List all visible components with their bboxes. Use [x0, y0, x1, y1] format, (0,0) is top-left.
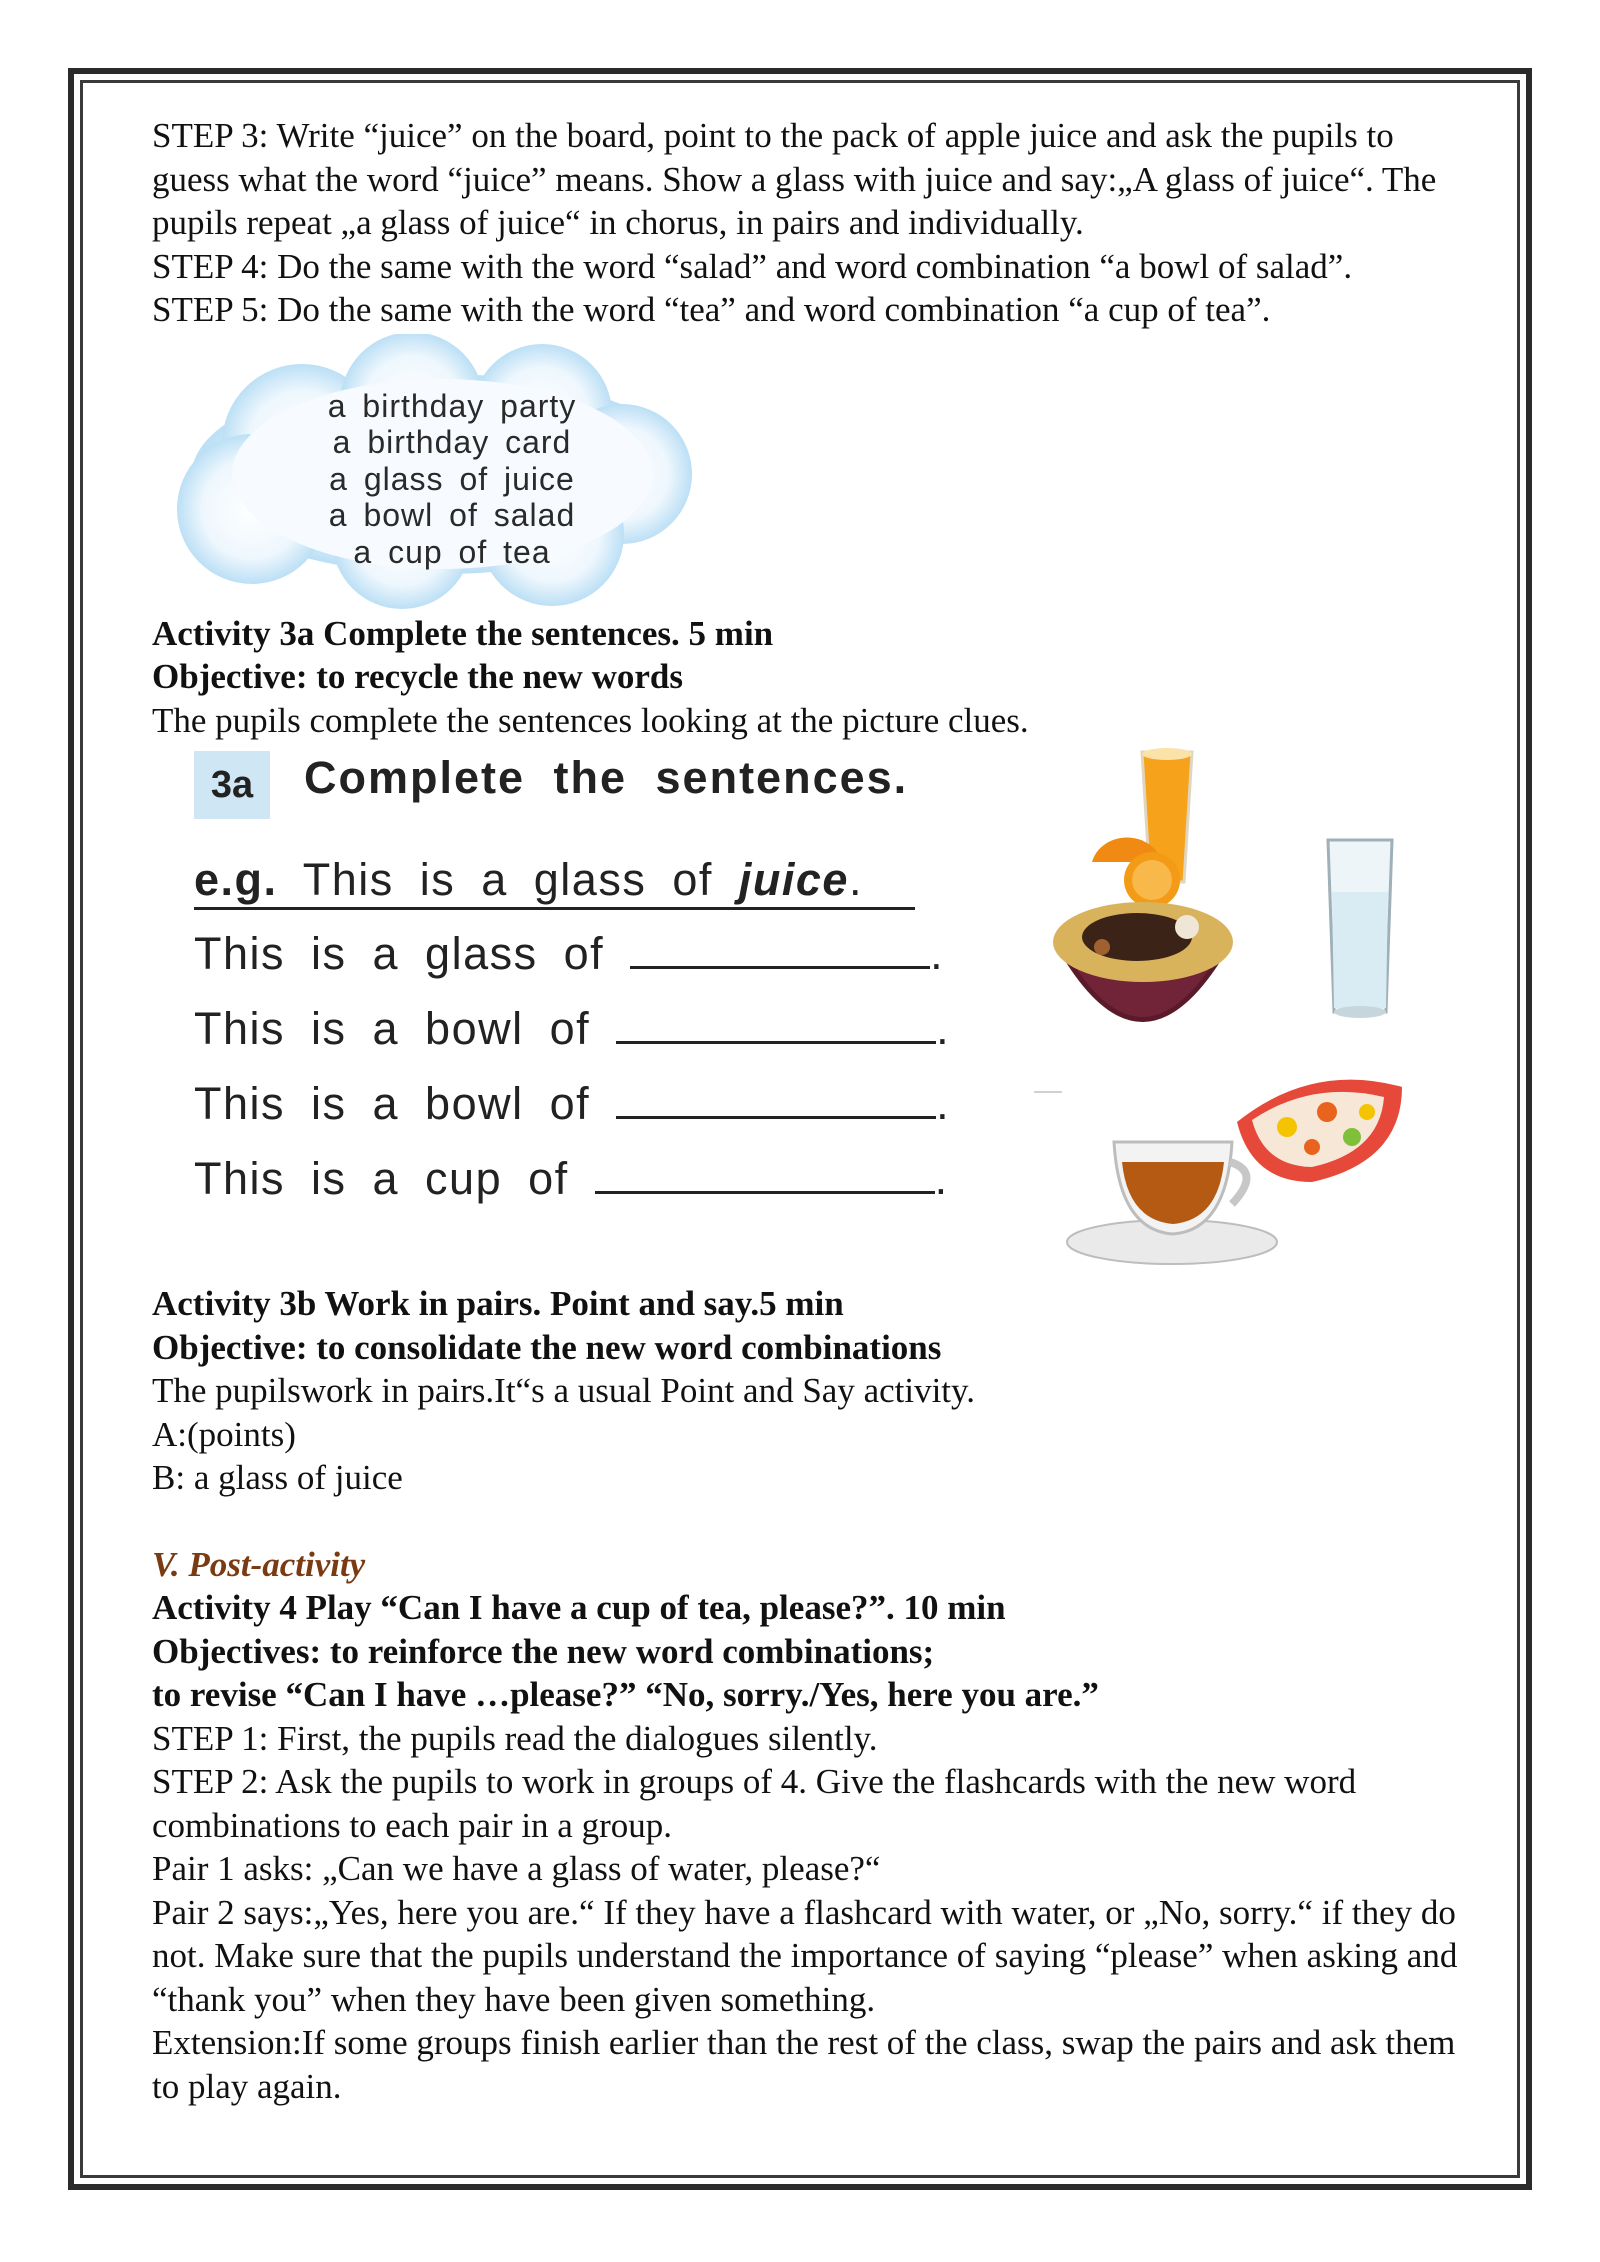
cloud-line-4: a bowl of salad	[328, 497, 576, 533]
orange-juice-image	[1092, 748, 1192, 908]
activity-4-objectives: Objectives: to reinforce the new word combinations;	[152, 1631, 935, 1671]
activity-4-title: Activity 4 Play “Can I have a cup of tea, please?”. 10 min	[152, 1588, 1006, 1627]
activity-3a-title: Activity 3a Complete the sentences. 5 min	[152, 613, 774, 653]
activity-3b-title: Activity 3b Work in pairs. Point and say.5 min	[152, 1284, 844, 1323]
dialogue-line-b: B: a glass of juice	[152, 1458, 403, 1497]
dialogue-line-a: A:(points)	[152, 1414, 296, 1454]
extension-text: Extension:If some groups finish earlier than the rest of the class, swap the pairs and ask them to play again.	[152, 2023, 1456, 2106]
cloud-word-list	[172, 388, 732, 571]
sentence-4: This is a cup of .	[194, 1153, 949, 1204]
sentence-2-text: This is a bowl of	[194, 1003, 591, 1054]
activity-4-step-2: STEP 2: Ask the pupils to work in groups of 4. Give the flashcards with the new word combinations to each pair in a group.	[152, 1762, 1357, 1845]
pair-1-line: Pair 1 asks: „Can we have a glass of water, please?“	[152, 1849, 881, 1888]
activity-3a-text: The pupils complete the sentences looking at the picture clues.	[152, 700, 1029, 740]
step-3-text: STEP 3: Write “juice” on the board, point to the pack of apple juice and ask the pupils to guess what the word “juice” means. Show a glass with juice and say:„A glass of juice“. The pupils repeat „a glass of juice“ in chorus, in pairs and individually.	[152, 116, 1437, 242]
cloud-line-1: a birthday party	[327, 387, 577, 424]
activity-4-step-1: STEP 1: First, the pupils read the dialogues silently.	[152, 1718, 878, 1758]
word-cloud	[152, 332, 1472, 612]
tea-cup-image	[1067, 1142, 1277, 1264]
sentence-1: This is a glass of .	[194, 928, 945, 979]
example-text: This is a glass of	[302, 854, 713, 905]
activity-3b-objective: Objective: to consolidate the new word combinations	[152, 1327, 942, 1367]
pair-2-line: Pair 2 says:„Yes, here you are.“ If they have a flashcard with water, or „No, sorry.“ if they do not. Make sure that the pupils understand the importance of saying “please” when asking and “thank you” when they have been given something.	[152, 1892, 1458, 2019]
exercise-title: Complete the sentences.	[304, 752, 909, 803]
food-pictures	[152, 742, 1472, 1282]
exercise-3a	[152, 742, 1472, 1282]
step-4-text: STEP 4: Do the same with the word “salad” and word combination “a bowl of salad”.	[152, 246, 1353, 286]
example-underline: e.g. This is a glass of juice.	[194, 854, 915, 910]
activity-3a-objective: Objective: to recycle the new words	[152, 657, 683, 696]
cloud-line-3: a glass of juice	[329, 460, 575, 497]
example-answer: juice	[738, 854, 849, 905]
activity-4-objectives-cont: to revise “Can I have …please?” “No, sorry./Yes, here you are.”	[152, 1675, 1099, 1714]
post-activity-heading: V. Post-activity	[152, 1544, 366, 1584]
example-label: e.g.	[194, 854, 278, 905]
document-body	[152, 114, 1472, 2108]
cloud-line-5: a cup of tea	[353, 533, 551, 570]
sentence-3-text: This is a bowl of	[194, 1078, 591, 1129]
sentence-3: This is a bowl of .	[194, 1078, 951, 1129]
salad-bowl-image	[1237, 1080, 1402, 1182]
sentence-2: This is a bowl of .	[194, 1003, 951, 1054]
step-5-text: STEP 5: Do the same with the word “tea” and word combination “a cup of tea”.	[152, 290, 1271, 329]
sentence-1-text: This is a glass of	[194, 928, 605, 979]
sentence-4-text: This is a cup of	[194, 1153, 569, 1204]
activity-3b-text: The pupilswork in pairs.It“s a usual Point and Say activity.	[152, 1371, 976, 1410]
spacer	[152, 1500, 1472, 1543]
exercise-number: 3a	[194, 751, 270, 819]
water-glass-image	[1328, 840, 1392, 1018]
cloud-line-2: a birthday card	[332, 424, 572, 460]
porridge-bowl-image	[1053, 902, 1233, 1022]
